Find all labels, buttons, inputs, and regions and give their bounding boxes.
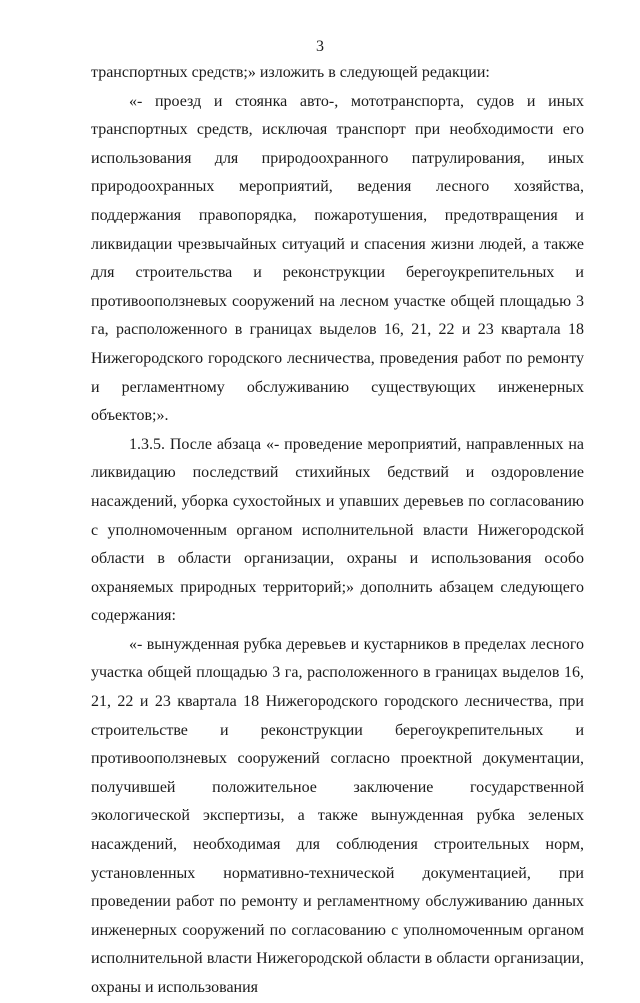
paragraph-intro: транспортных средств;» изложить в следующей редакции: bbox=[91, 64, 490, 81]
page-number: 3 bbox=[316, 38, 324, 55]
paragraph-clause-1-3-5: 1.3.5. После абзаца «- проведение мероприятий, направленных на ликвидацию последствий стихийных бедствий и оздоровление насаждений, уборка сухостойных и упавших деревьев по согласованию с уполномоченным органом исполнительной власти Нижегородской области в области организации, охраны и использования особо охраняемых природных территорий;» дополнить абзацем следующего содержания: bbox=[91, 435, 584, 625]
paragraph-quoted-item-traffic: «- проезд и стоянка авто-, мототранспорта, судов и иных транспортных средств, исключая транспорт при необходимости его использования для природоохранного патрулирования, иных природоохранных мероприятий, ведения лесного хозяйства, поддержания правопорядка, пожаротушения, предотвращения и ликвидации чрезвычайных ситуаций и спасения жизни людей, а также для строительства и реконструкции берегоукрепительных и противооползневых сооружений на лесном участке общей площадью 3 га, расположенного в границах выделов 16, 21, 22 и 23 квартала 18 Нижегородского городского лесничества, проведения работ по ремонту и регламентному обслуживанию существующих инженерных объектов;». bbox=[91, 92, 584, 425]
paragraph-quoted-item-felling: «- вынужденная рубка деревьев и кустарников в пределах лесного участка общей площадью 3 га, расположенного в границах выделов 16, 21, 22 и 23 квартала 18 Нижегородского городского лесничества, при строительстве и реконструкции берегоукрепительных и противооползневых сооружений согласно проектной документации, получившей положительное заключение государственной экологической экспертизы, а также вынужденная рубка зеленых насаждений, необходимая для соблюдения строительных норм, установленных нормативно-технической документацией, при проведении работ по ремонту и регламентному обслуживанию данных инженерных сооружений по согласованию с уполномоченным органом исполнительной власти Нижегородской области в области организации, охраны и использования bbox=[91, 635, 584, 996]
document-body bbox=[91, 59, 584, 1003]
